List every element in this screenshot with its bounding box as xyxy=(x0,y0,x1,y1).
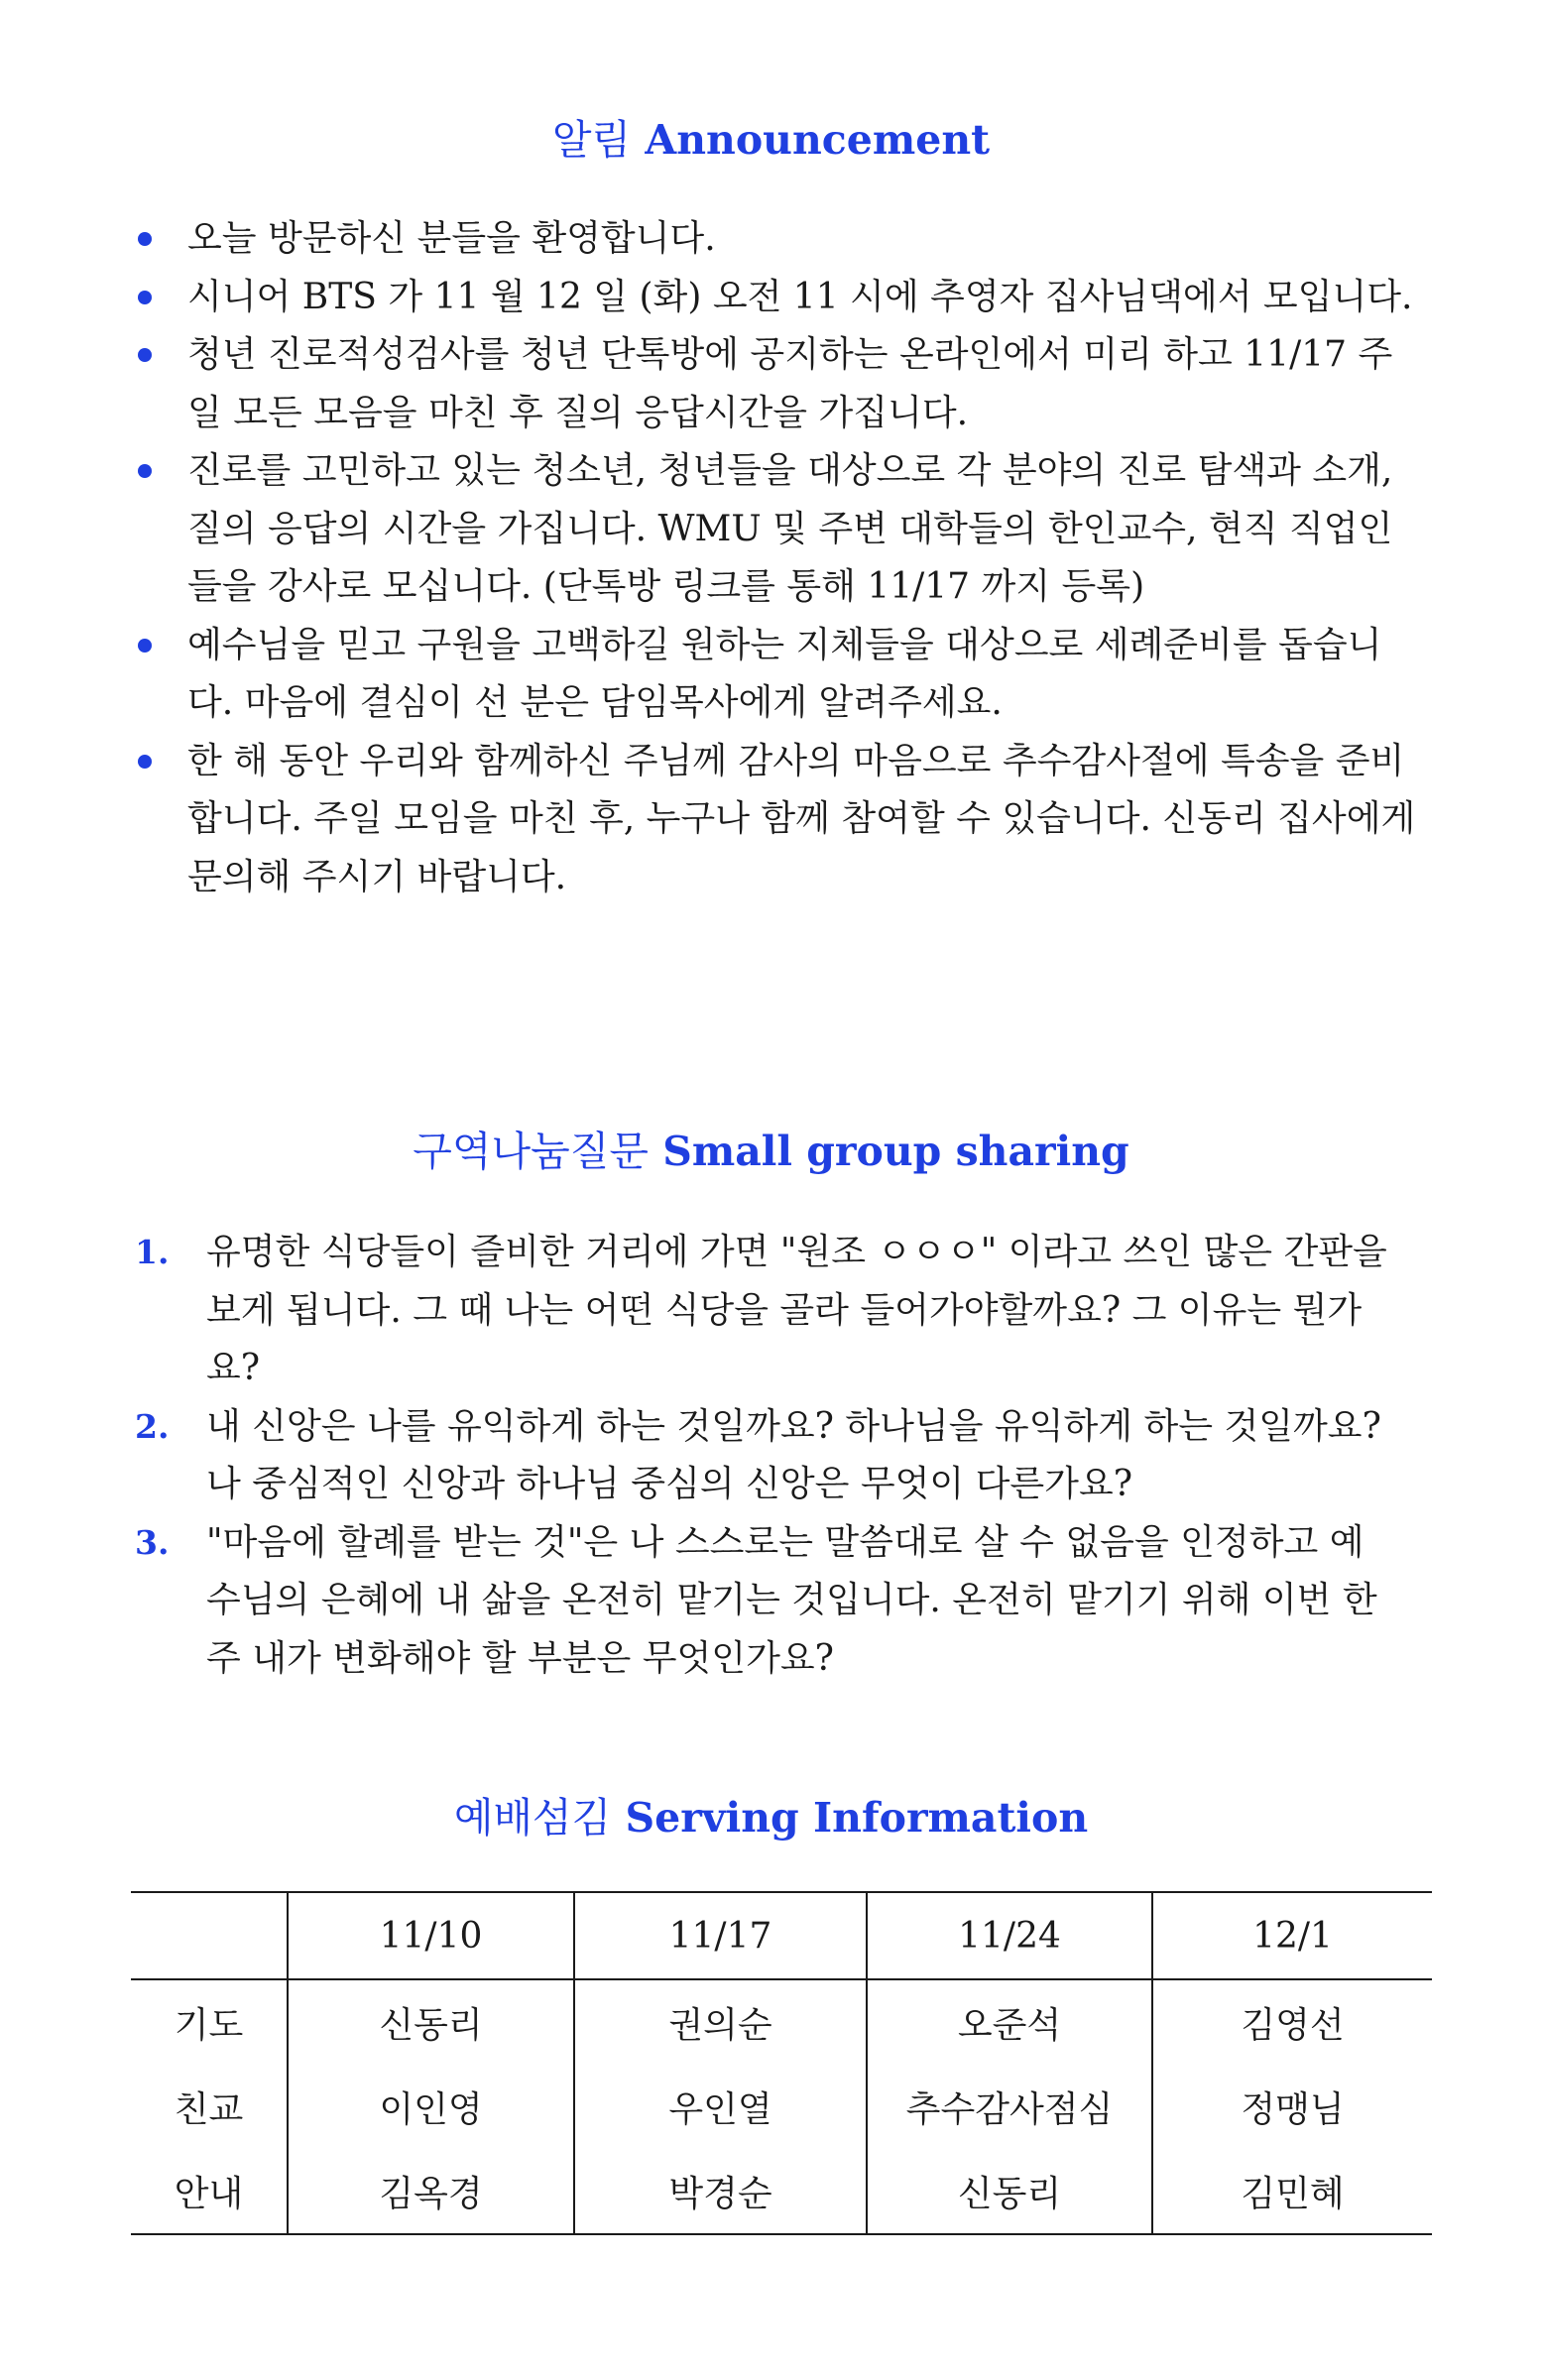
sharing-question-list xyxy=(0,1224,1542,1688)
serving-name-cell: 신동리 xyxy=(288,1979,574,2065)
question-text: 유명한 식당들이 즐비한 거리에 가면 "원조 ㅇㅇㅇ" 이라고 쓰인 많은 간판을 보게 됩니다. 그 때 나는 어떤 식당을 골라 들어가야할까요? 그 이유는 뭔가요? xyxy=(206,1232,1387,1388)
serving-name-cell: 오준석 xyxy=(867,1979,1152,2065)
bullet-icon xyxy=(138,232,152,246)
announcement-list xyxy=(0,210,1542,906)
question-number: 2. xyxy=(135,1406,170,1446)
announcement-item-text: 진로를 고민하고 있는 청소년, 청년들을 대상으로 각 분야의 진로 탐색과 소개, 질의 응답의 시간을 가집니다. WMU 및 주변 대학들의 한인교수, 현직 직업인들을 강사로 모십니다. (단톡방 링크를 통해 11/17 까지 등록) xyxy=(187,450,1393,607)
sharing-title xyxy=(0,1119,1542,1177)
serving-name-cell: 정맹님 xyxy=(1152,2065,1432,2149)
serving-row-usher xyxy=(131,2149,1432,2234)
announcement-item-text: 시니어 BTS 가 11 월 12 일 (화) 오전 11 시에 추영자 집사님댁에서 모입니다. xyxy=(187,276,1413,317)
announcement-item-text: 예수님을 믿고 구원을 고백하길 원하는 지체들을 대상으로 세례준비를 돕습니다. 마음에 결심이 선 분은 담임목사에게 알려주세요. xyxy=(187,624,1382,723)
serving-name-cell: 우인열 xyxy=(574,2065,867,2149)
announcement-item-text: 오늘 방문하신 분들을 환영합니다. xyxy=(187,218,716,259)
sharing-question xyxy=(0,1398,1396,1514)
serving-name-cell: 김옥경 xyxy=(288,2149,574,2234)
sharing-title-ko: 구역나눔질문 xyxy=(413,1128,649,1175)
announcement-item-text: 한 해 동안 우리와 함께하신 주님께 감사의 마음으로 추수감사절에 특송을 준비합니다. 주일 모임을 마친 후, 누구나 함께 참여할 수 있습니다. 신동리 집사에게 문의해 주시기 바랍니다. xyxy=(187,740,1416,897)
serving-table xyxy=(131,1891,1432,2235)
announcement-item xyxy=(0,326,1427,442)
bullet-icon xyxy=(138,755,152,769)
serving-row-fellowship xyxy=(131,2065,1432,2149)
sharing-question xyxy=(0,1224,1396,1398)
bullet-icon xyxy=(138,291,152,304)
announcement-item xyxy=(0,210,1427,269)
serving-role-cell: 안내 xyxy=(131,2149,288,2234)
serving-name-cell: 신동리 xyxy=(867,2149,1152,2234)
question-text: 내 신앙은 나를 유익하게 하는 것일까요? 하나님을 유익하게 하는 것일까요? 나 중심적인 신앙과 하나님 중심의 신앙은 무엇이 다른가요? xyxy=(206,1405,1381,1504)
serving-role-cell: 친교 xyxy=(174,2089,244,2130)
announcement-item xyxy=(0,269,1427,327)
announcement-item xyxy=(0,617,1427,733)
bullet-icon xyxy=(138,639,152,653)
serving-name-cell: 박경순 xyxy=(574,2149,867,2234)
announcement-title-ko: 알림 xyxy=(551,116,632,164)
serving-date-cell: 11/10 xyxy=(288,1892,574,1979)
announcement-item-text: 청년 진로적성검사를 청년 단톡방에 공지하는 온라인에서 미리 하고 11/17 주일 모든 모음을 마친 후 질의 응답시간을 가집니다. xyxy=(187,334,1393,433)
serving-date-cell: 11/17 xyxy=(574,1892,867,1979)
serving-row-prayer xyxy=(131,1979,1432,2065)
question-text: "마음에 할례를 받는 것"은 나 스스로는 말씀대로 살 수 없음을 인정하고 예수님의 은혜에 내 삶을 온전히 맡기는 것입니다. 온전히 맡기기 위해 이번 한주 내가 변화해야 할 부분은 무엇인가요? xyxy=(206,1521,1377,1679)
question-number: 3. xyxy=(135,1522,170,1562)
announcement-item xyxy=(0,442,1427,617)
bullet-icon xyxy=(138,464,152,478)
serving-title xyxy=(0,1785,1542,1844)
bullet-icon xyxy=(138,348,152,362)
sharing-question xyxy=(0,1514,1396,1689)
serving-title-en: Serving Information xyxy=(625,1794,1089,1842)
question-number: 1. xyxy=(135,1233,170,1271)
announcement-title xyxy=(0,107,1542,166)
serving-name-cell: 권의순 xyxy=(574,1979,867,2065)
serving-header-cell xyxy=(131,1892,288,1979)
serving-title-ko: 예배섬김 xyxy=(453,1794,612,1842)
sharing-title-en: Small group sharing xyxy=(662,1128,1129,1175)
serving-date-cell: 11/24 xyxy=(867,1892,1152,1979)
serving-name-cell: 김민혜 xyxy=(1152,2149,1432,2234)
serving-role-cell: 기도 xyxy=(174,2005,244,2046)
serving-name-cell: 김영선 xyxy=(1152,1979,1432,2065)
serving-header-row xyxy=(131,1892,1432,1979)
serving-name-cell: 추수감사점심 xyxy=(867,2065,1152,2149)
announcement-item xyxy=(0,733,1427,907)
serving-name-cell: 이인영 xyxy=(288,2065,574,2149)
announcement-title-en: Announcement xyxy=(645,116,991,164)
serving-date-cell: 12/1 xyxy=(1152,1892,1432,1979)
